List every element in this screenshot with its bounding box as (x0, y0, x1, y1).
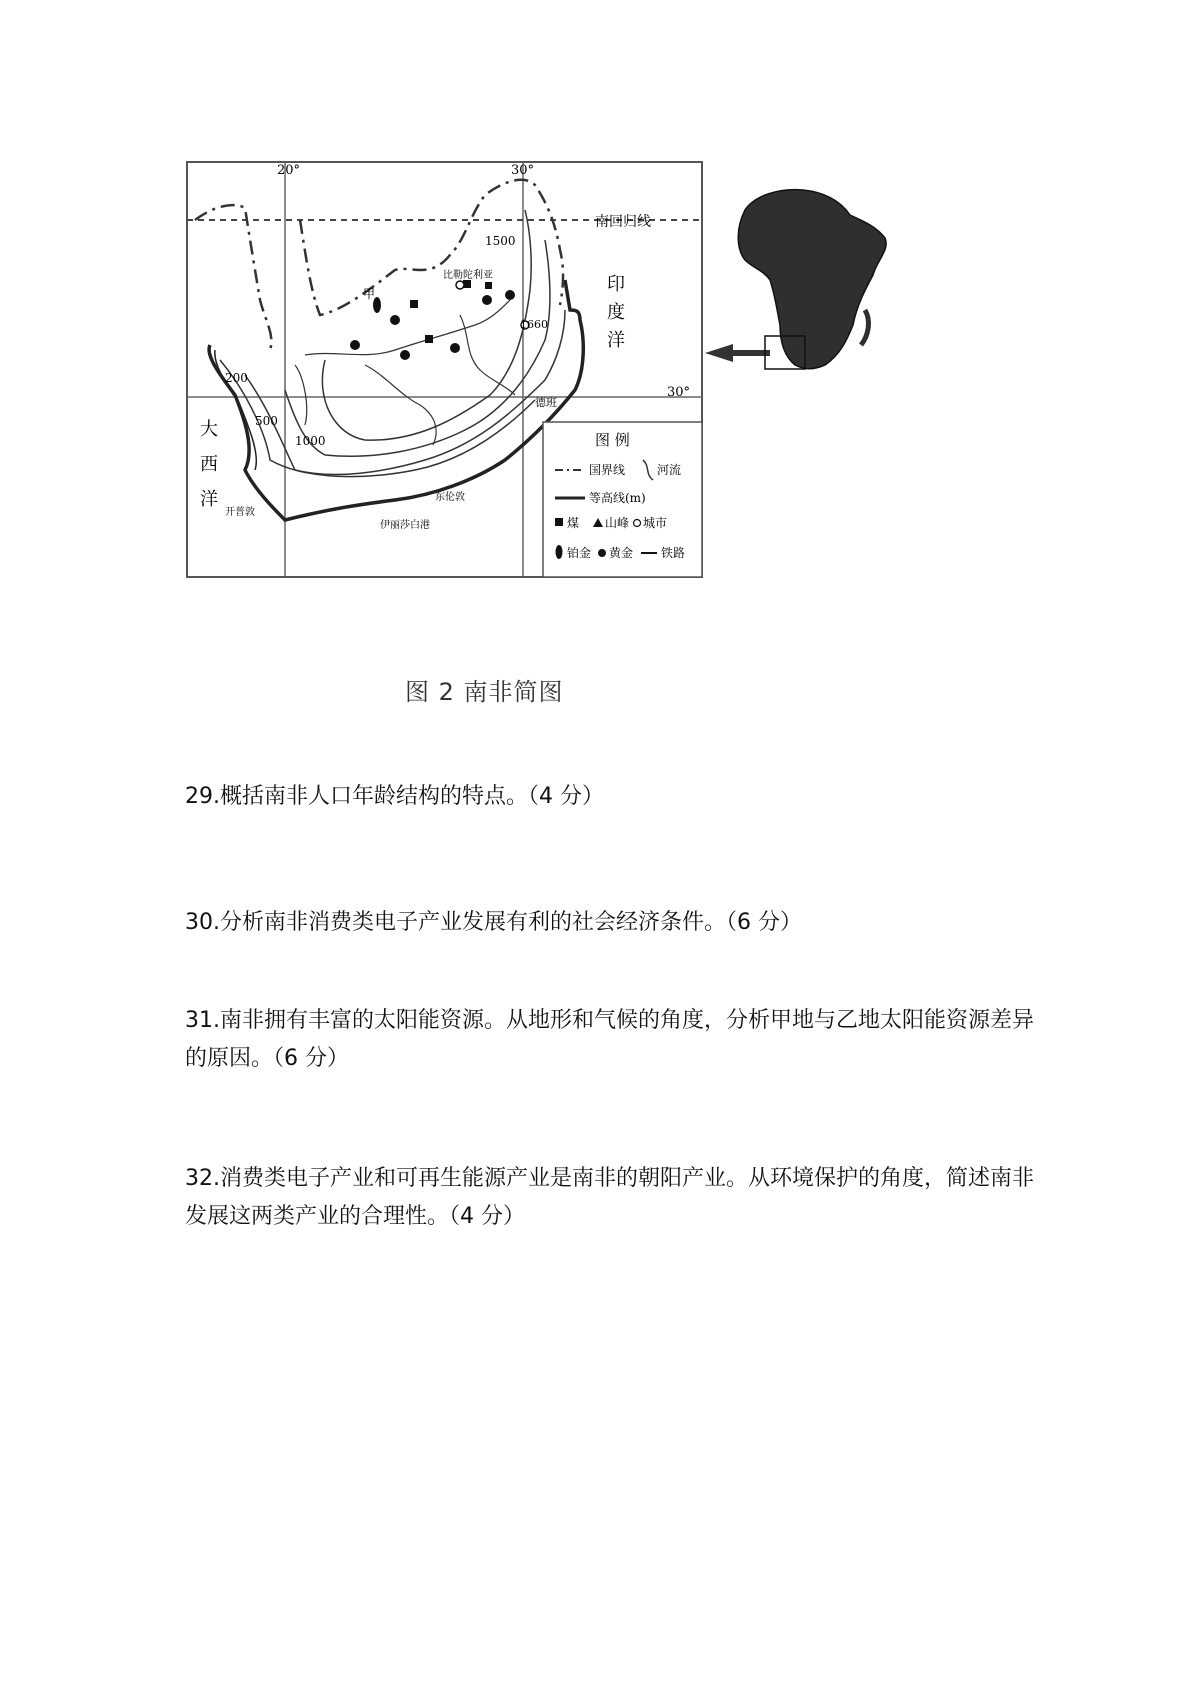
inset-arrow (705, 344, 770, 362)
gold-marker (482, 295, 492, 305)
indian-ocean-char-3: 洋 (607, 330, 625, 351)
coal-marker (485, 282, 492, 289)
coal-marker (410, 300, 418, 308)
legend-border-label: 国界线 (589, 463, 626, 477)
contour-1000-label: 1000 (295, 434, 326, 448)
coal-marker (425, 335, 433, 343)
legend-city-label: 城市 (643, 516, 668, 530)
contour-200-label: 200 (225, 371, 248, 385)
legend-city-symbol (634, 520, 641, 527)
question-number: 32. (185, 1166, 220, 1191)
question-text: 南非拥有丰富的太阳能资源。从地形和气候的角度，分析甲地与乙地太阳能资源差异的原因。（6 分） (185, 1008, 1035, 1071)
africa-inset-map (738, 190, 886, 369)
city-east-london-label: 东伦敦 (435, 492, 465, 503)
map-legend (543, 422, 702, 577)
question-number: 30. (185, 910, 220, 935)
lon-30-label: 30° (511, 163, 535, 178)
question-text: 分析南非消费类电子产业发展有利的社会经济条件。（6 分） (220, 910, 802, 935)
question-text: 概括南非人口年龄结构的特点。（4 分） (220, 784, 604, 809)
question-number: 31. (185, 1008, 220, 1033)
legend-gold-symbol (598, 549, 606, 557)
gold-marker (400, 350, 410, 360)
city-port-elizabeth-label: 伊丽莎白港 (380, 520, 430, 531)
south-africa-map-figure (185, 160, 925, 640)
city-durban-label: 德班 (535, 396, 557, 409)
indian-ocean-char-1: 印 (607, 274, 625, 295)
legend-gold-label: 黄金 (609, 546, 634, 560)
indian-ocean-char-2: 度 (607, 302, 625, 323)
atlantic-ocean-char-1: 大 (200, 419, 218, 440)
legend-coal-label: 煤 (567, 516, 580, 530)
gold-marker (350, 340, 360, 350)
gold-marker (505, 290, 515, 300)
south-africa-map (185, 160, 925, 640)
legend-peak-label: 山峰 (605, 516, 630, 530)
lon-20-label: 20° (277, 163, 301, 178)
legend-title: 图 例 (595, 431, 630, 449)
atlantic-ocean-char-2: 西 (200, 454, 218, 475)
city-pretoria-label: 比勒陀利亚 (443, 270, 493, 281)
question-29 (185, 778, 1045, 816)
question-31 (185, 1002, 1045, 1078)
contour-1500-label: 1500 (485, 234, 516, 248)
question-32 (185, 1160, 1045, 1236)
legend-river-label: 河流 (657, 463, 682, 477)
legend-platinum-symbol (556, 545, 563, 559)
contour-500-label: 500 (255, 414, 278, 428)
legend-contour-label: 等高线(m) (589, 491, 646, 505)
gold-marker (450, 343, 460, 353)
tropic-label: 南回归线 (595, 214, 651, 230)
atlantic-ocean-char-3: 洋 (200, 489, 218, 510)
legend-platinum-label: 铂金 (567, 546, 592, 560)
question-30 (185, 904, 1045, 942)
question-text: 消费类电子产业和可再生能源产业是南非的朝阳产业。从环境保护的角度，简述南非发展这两类产业的合理性。（4 分） (185, 1166, 1035, 1229)
lat-30-label: 30° (667, 385, 691, 400)
legend-coal-symbol (555, 518, 563, 526)
city-cape-town-label: 开普敦 (225, 507, 255, 518)
figure-caption: 图 2 南非简图 (405, 678, 564, 706)
legend-railway-label: 铁路 (661, 546, 686, 560)
gold-marker (390, 315, 400, 325)
contour-1660-label: 1660 (520, 318, 548, 331)
place-jia-label: 甲 (363, 287, 376, 301)
question-number: 29. (185, 784, 220, 809)
city-marker (456, 281, 464, 289)
